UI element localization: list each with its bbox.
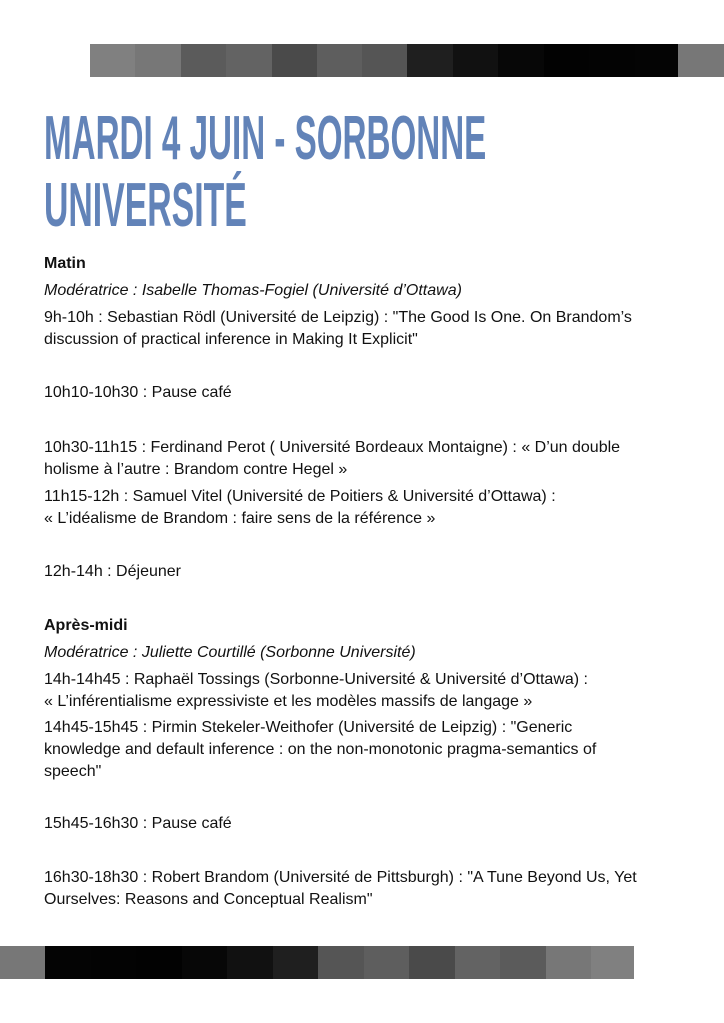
bar-block bbox=[453, 44, 498, 77]
section-heading-afternoon: Après-midi bbox=[44, 617, 128, 634]
bar-block bbox=[272, 44, 317, 77]
schedule-item-afternoon-4 bbox=[44, 867, 637, 911]
schedule-item-morning-2 bbox=[44, 382, 232, 404]
bar-block bbox=[181, 44, 226, 77]
schedule-item-line: 14h45-15h45 : Pirmin Stekeler-Weithofer (Université de Leipzig) : "Generic bbox=[44, 719, 573, 736]
schedule-item-line: 15h45-16h30 : Pause café bbox=[44, 815, 232, 832]
schedule-item-morning-1 bbox=[44, 307, 632, 351]
schedule-item-line: 10h30-11h15 : Ferdinand Perot ( Université Bordeaux Montaigne) : « D’un double bbox=[44, 439, 621, 456]
bar-block bbox=[546, 946, 591, 979]
bar-block bbox=[91, 946, 136, 979]
bar-block bbox=[136, 946, 182, 979]
schedule-item-line: speech" bbox=[44, 763, 102, 780]
bar-block bbox=[182, 946, 227, 979]
bar-block bbox=[544, 44, 589, 77]
schedule-item-morning-4 bbox=[44, 486, 556, 530]
bar-block bbox=[498, 44, 544, 77]
schedule-item-line: 11h15-12h : Samuel Vitel (Université de Poitiers & Université d’Ottawa) : bbox=[44, 488, 556, 505]
bar-block bbox=[135, 44, 181, 77]
afternoon-moderator: Modératrice : Juliette Courtillé (Sorbonne Université) bbox=[44, 644, 416, 661]
bar-block bbox=[364, 946, 409, 979]
schedule-item-line: discussion of practical inference in Making It Explicit" bbox=[44, 331, 418, 348]
bar-block bbox=[0, 946, 45, 979]
section-heading-morning: Matin bbox=[44, 255, 86, 272]
schedule-item-line: holisme à l’autre : Brandom contre Hegel » bbox=[44, 461, 348, 478]
schedule-item-line: Ourselves: Reasons and Conceptual Realism" bbox=[44, 891, 373, 908]
bar-block bbox=[407, 44, 453, 77]
bar-block bbox=[227, 946, 273, 979]
bar-block bbox=[318, 946, 364, 979]
bar-block bbox=[589, 44, 635, 77]
schedule-item-line: 9h-10h : Sebastian Rödl (Université de Leipzig) : "The Good Is One. On Brandom’s bbox=[44, 309, 632, 326]
bar-block bbox=[591, 946, 634, 979]
bar-block bbox=[45, 946, 91, 979]
schedule-item-afternoon-1 bbox=[44, 669, 588, 713]
schedule-item-line: « L’idéalisme de Brandom : faire sens de la référence » bbox=[44, 510, 436, 527]
bar-block bbox=[500, 946, 546, 979]
schedule-item-line: 10h10-10h30 : Pause café bbox=[44, 384, 232, 401]
bar-block bbox=[455, 946, 500, 979]
bar-block bbox=[90, 44, 135, 77]
schedule-item-afternoon-3 bbox=[44, 813, 232, 835]
bar-block bbox=[362, 44, 407, 77]
bar-block bbox=[678, 44, 724, 77]
schedule-item-line: 14h-14h45 : Raphaël Tossings (Sorbonne-Université & Université d’Ottawa) : bbox=[44, 671, 588, 688]
bar-block bbox=[226, 44, 272, 77]
page-title-line-2: UNIVERSITÉ bbox=[44, 171, 247, 240]
schedule-item-afternoon-2 bbox=[44, 717, 596, 783]
decorative-bottom-bar bbox=[0, 946, 634, 979]
schedule-item-line: 12h-14h : Déjeuner bbox=[44, 563, 181, 580]
morning-moderator: Modératrice : Isabelle Thomas-Fogiel (Université d’Ottawa) bbox=[44, 282, 462, 299]
bar-block bbox=[635, 44, 678, 77]
schedule-item-morning-5 bbox=[44, 561, 181, 583]
bar-block bbox=[317, 44, 362, 77]
schedule-item-line: « L’inférentialisme expressiviste et les modèles massifs de langage » bbox=[44, 693, 533, 710]
page-title-line-1: MARDI 4 JUIN - SORBONNE bbox=[44, 104, 487, 173]
schedule-item-line: knowledge and default inference : on the non-monotonic pragma-semantics of bbox=[44, 741, 597, 758]
bar-block bbox=[273, 946, 318, 979]
schedule-item-morning-3 bbox=[44, 437, 620, 481]
schedule-item-line: 16h30-18h30 : Robert Brandom (Université de Pittsburgh) : "A Tune Beyond Us, Yet bbox=[44, 869, 637, 886]
decorative-top-bar bbox=[90, 44, 724, 77]
bar-block bbox=[409, 946, 455, 979]
